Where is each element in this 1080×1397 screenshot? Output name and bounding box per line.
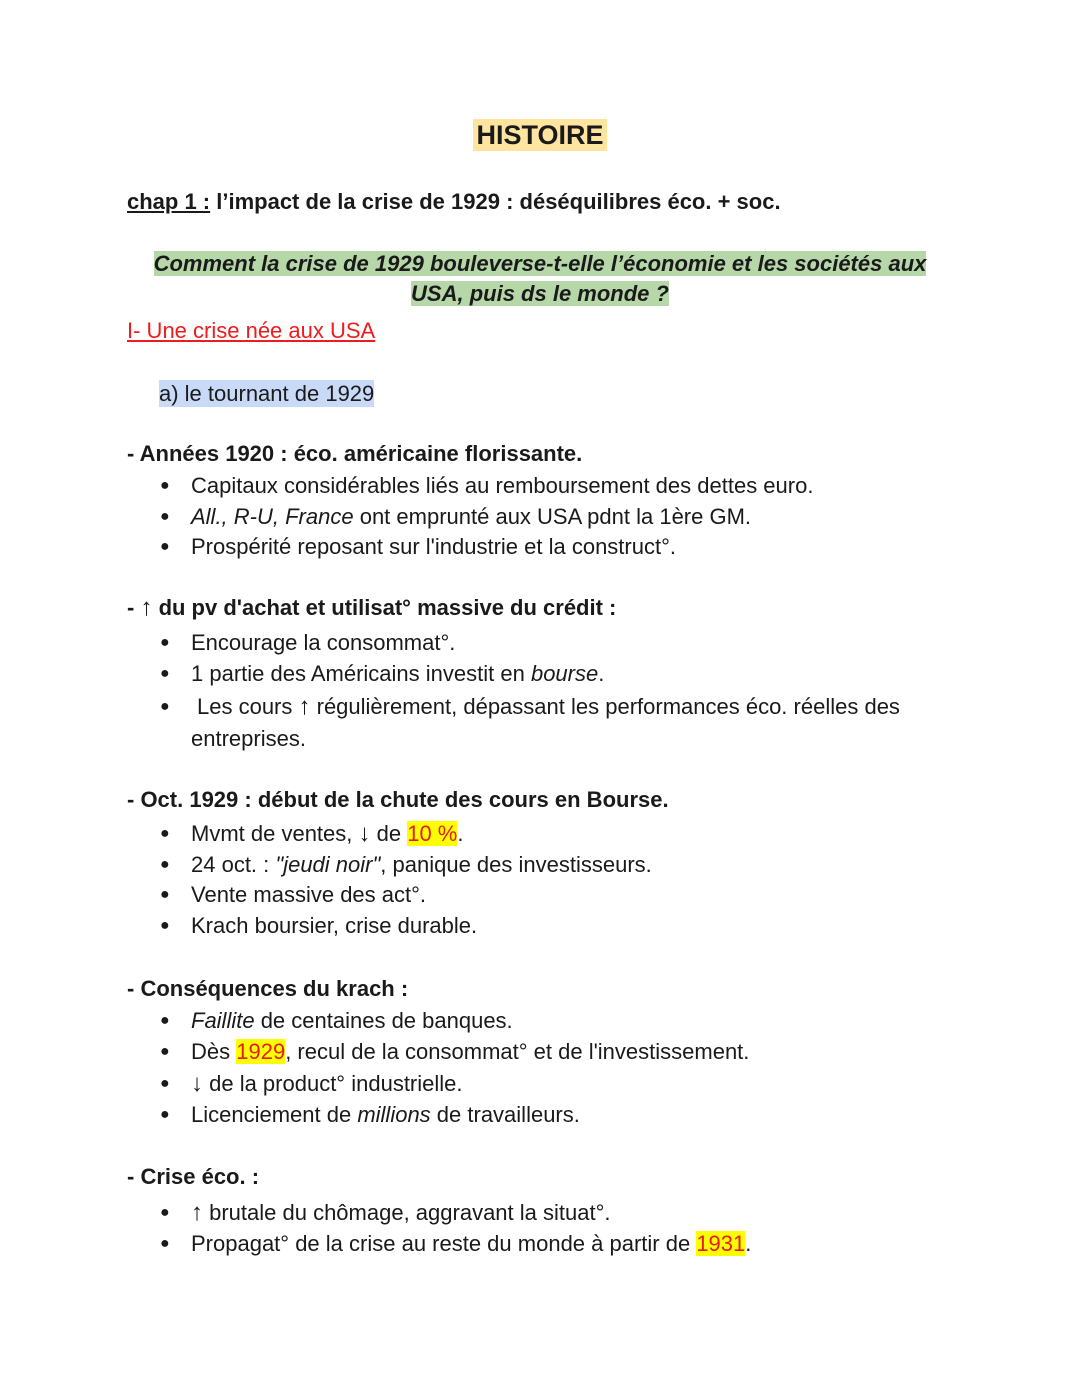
list-item (160, 1037, 960, 1068)
list-item-text: , recul de la consommat° et de l'investissement. (285, 1038, 750, 1064)
highlighted-value: 10 % (407, 821, 458, 846)
list-item-text: Encourage la consommat°. (191, 630, 456, 655)
list-item-text: Krach boursier, crise durable. (191, 912, 478, 938)
list-item-text: de la product° industrielle. (203, 1071, 463, 1096)
list-item (160, 850, 960, 881)
list-item-text: de centaines de banques. (254, 1008, 513, 1033)
list-item-text: 1 partie des Américains investit en (191, 660, 531, 686)
subsection-heading (159, 381, 374, 407)
list-item (160, 1100, 960, 1131)
chapter-label: chap 1 : (127, 189, 211, 214)
chapter-heading (127, 189, 781, 215)
part-heading: I- Une crise née aux USA (127, 318, 376, 343)
list-item-italic: "jeudi noir" (275, 851, 381, 877)
section-heading-credit (127, 594, 616, 622)
list-item (160, 1196, 960, 1229)
bullet-list-1920s (160, 471, 960, 563)
question-line-1: Comment la crise de 1929 bouleverse-t-elle l’économie et les sociétés aux (153, 251, 927, 276)
page-title (0, 120, 1080, 151)
list-item-italic: Faillite (191, 1008, 255, 1033)
section-heading-oct-1929: - Oct. 1929 : début de la chute des cours en Bourse. (127, 787, 669, 812)
list-item-italic: bourse (530, 660, 599, 686)
list-item (160, 911, 960, 942)
subsection-text: a) le tournant de 1929 (159, 381, 375, 406)
list-item (160, 1067, 960, 1100)
list-item-text: Les cours (197, 694, 299, 719)
list-item (160, 471, 960, 502)
list-item-text: de (370, 821, 408, 846)
section-heading-crise-eco: - Crise éco. : (127, 1164, 260, 1189)
bullet-list-oct-1929 (160, 819, 960, 941)
list-item-text: Propagat° de la crise au reste du monde à partir de (191, 1231, 697, 1256)
highlighted-value: 1931 (696, 1231, 746, 1256)
list-item (160, 819, 960, 850)
section-heading-consequences: - Conséquences du krach : (127, 976, 409, 1001)
list-item (160, 502, 960, 533)
list-item (160, 1006, 960, 1037)
list-item-text: régulièrement, dépassant les performances éco. réelles des entreprises. (191, 694, 900, 751)
down-arrow-icon: ↓ (358, 820, 371, 847)
list-item (160, 659, 960, 690)
list-item-text: . (457, 821, 464, 846)
bullet-list-crise-eco (160, 1196, 960, 1260)
list-item-italic: millions (357, 1102, 431, 1127)
bullet-list-consequences (160, 1006, 960, 1131)
list-item (160, 628, 960, 659)
list-item-text: Capitaux considérables liés au remboursement des dettes euro. (191, 473, 814, 498)
heading-text: du pv d'achat et utilisat° massive du crédit : (152, 595, 617, 620)
list-item-text: ont emprunté aux USA pdnt la 1ère GM. (353, 503, 752, 529)
list-item-text: Licenciement de (191, 1102, 358, 1127)
list-item (160, 532, 960, 563)
list-item-text: . (598, 660, 605, 686)
page-title-text: HISTOIRE (473, 119, 606, 151)
list-item (160, 691, 960, 755)
problem-question (127, 249, 953, 309)
list-item-text: brutale du chômage, aggravant la situat°. (203, 1200, 611, 1225)
up-arrow-icon: ↑ (298, 693, 311, 720)
list-item-italic: All., R-U, France (191, 503, 354, 529)
bullet-list-credit (160, 628, 960, 755)
highlighted-value: 1929 (236, 1038, 286, 1064)
list-item-text: , panique des investisseurs. (380, 851, 652, 877)
list-item-text: de travailleurs. (430, 1102, 580, 1127)
chapter-text: l’impact de la crise de 1929 : déséquilibres éco. + soc. (210, 189, 781, 214)
heading-prefix: - (127, 595, 141, 620)
list-item-text: Mvmt de ventes, (191, 821, 359, 846)
list-item-text: Vente massive des act°. (191, 882, 427, 907)
list-item-text: Prospérité reposant sur l'industrie et la construct°. (191, 534, 676, 559)
down-arrow-icon: ↓ (191, 1070, 203, 1097)
list-item-text: . (745, 1231, 752, 1256)
list-item-text: 24 oct. : (191, 851, 276, 877)
list-item (160, 880, 960, 911)
up-arrow-icon: ↑ (191, 1199, 203, 1226)
question-line-2: USA, puis ds le monde ? (411, 281, 669, 306)
list-item (160, 1229, 960, 1260)
list-item-text: Dès (191, 1038, 237, 1064)
up-arrow-icon: ↑ (140, 594, 153, 621)
section-heading-1920s: - Années 1920 : éco. américaine florissante. (127, 441, 583, 466)
